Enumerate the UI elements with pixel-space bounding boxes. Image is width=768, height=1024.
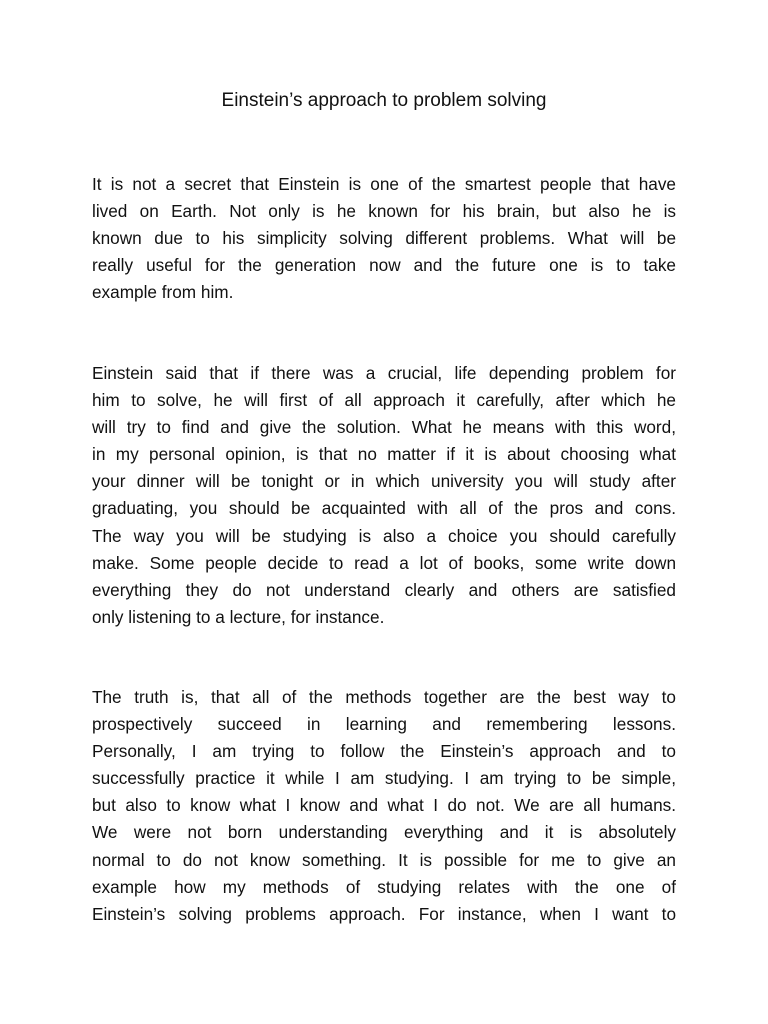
text-line: We were not born understanding everything and it is absolutely [92, 822, 676, 843]
text-line: only listening to a lecture, for instance. [92, 606, 385, 627]
text-line: example from him. [92, 282, 234, 303]
text-line: Einstein’s solving problems approach. For instance, when I want to [92, 903, 676, 924]
text-line: everything they do not understand clearly and others are satisfied [92, 579, 676, 600]
paragraph-2 [92, 360, 676, 631]
text-line: but also to know what I know and what I do not. We are all humans. [92, 795, 676, 816]
text-line: your dinner will be tonight or in which university you will study after [92, 471, 676, 492]
text-line: him to solve, he will first of all approach it carefully, after which he [92, 390, 676, 411]
text-line: example how my methods of studying relates with the one of [92, 876, 676, 897]
text-line: in my personal opinion, is that no matter if it is about choosing what [92, 444, 676, 465]
text-line: make. Some people decide to read a lot of books, some write down [92, 552, 676, 573]
text-line: The truth is, that all of the methods together are the best way to [92, 687, 676, 707]
text-line: successfully practice it while I am studying. I am trying to be simple, [92, 768, 676, 789]
text-line: Einstein said that if there was a crucial, life depending problem for [92, 363, 676, 383]
text-line: The way you will be studying is also a choice you should carefully [92, 525, 676, 546]
text-line: known due to his simplicity solving different problems. What will be [92, 228, 676, 249]
text-line: normal to do not know something. It is possible for me to give an [92, 849, 676, 870]
text-line: lived on Earth. Not only is he known for his brain, but also he is [92, 201, 676, 222]
paragraph-1 [92, 171, 676, 306]
document-title: Einstein’s approach to problem solving [221, 90, 547, 111]
text-line: graduating, you should be acquainted with all of the pros and cons. [92, 498, 676, 519]
paragraph-3 [92, 684, 676, 928]
text-line: It is not a secret that Einstein is one of the smartest people that have [92, 174, 676, 194]
text-line: Personally, I am trying to follow the Einstein’s approach and to [92, 741, 676, 762]
text-line: will try to find and give the solution. What he means with this word, [92, 417, 676, 438]
text-line: prospectively succeed in learning and remembering lessons. [92, 714, 676, 735]
text-line: really useful for the generation now and the future one is to take [92, 255, 676, 276]
